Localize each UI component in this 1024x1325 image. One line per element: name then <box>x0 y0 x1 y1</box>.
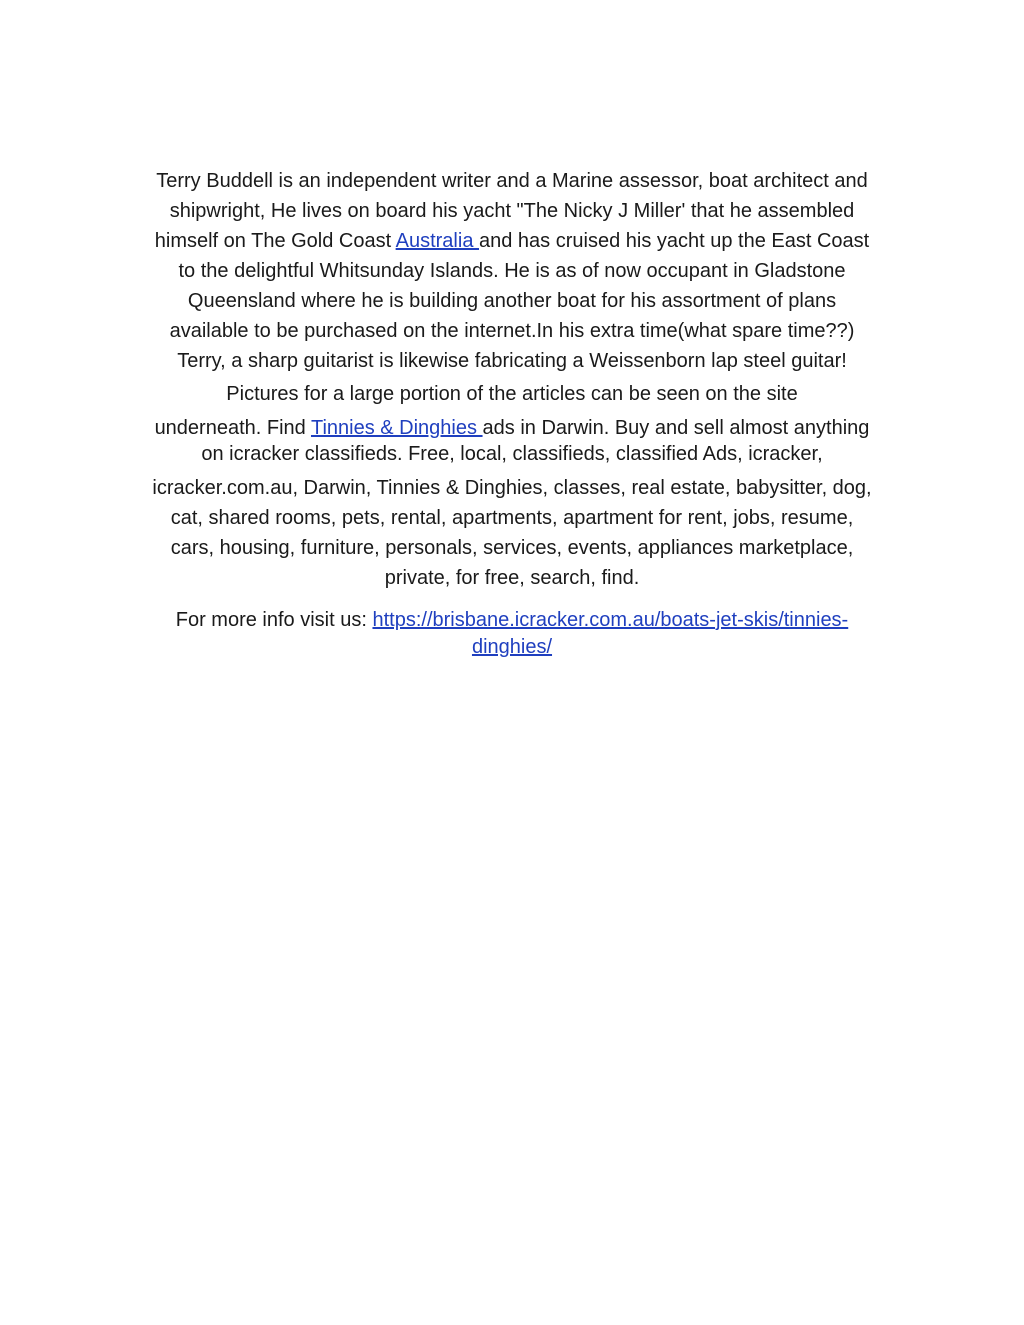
text-line-14: private, for free, search, find. <box>384 567 640 589</box>
text-line-9-start: underneath. Find <box>154 417 311 439</box>
footer-line-1 <box>128 607 896 634</box>
text-line-3-start: himself on The Gold Coast <box>154 230 396 252</box>
more-info-link-continued[interactable]: dinghies/ <box>471 636 553 658</box>
text-line-10: on icracker classifieds. Free, local, classifieds, classified Ads, icracker, <box>201 443 823 465</box>
text-line-9-end: ads in Darwin. Buy and sell almost anything <box>482 417 870 439</box>
text-line-4: to the delightful Whitsunday Islands. He is as of now occupant in Gladstone <box>178 260 846 282</box>
tinnies-dinghies-link[interactable]: Tinnies & Dinghies <box>310 417 483 439</box>
text-line-9 <box>128 415 896 441</box>
footer-line-2 <box>128 634 896 661</box>
text-line-2: shipwright, He lives on board his yacht "The Nicky J Miller' that he assembled <box>169 200 855 222</box>
text-line-13: cars, housing, furniture, personals, services, events, appliances marketplace, <box>170 537 854 559</box>
text-line-11: icracker.com.au, Darwin, Tinnies & Dinghies, classes, real estate, babysitter, dog, <box>152 477 872 499</box>
footer-info <box>128 607 896 661</box>
text-line-1: Terry Buddell is an independent writer and a Marine assessor, boat architect and <box>156 170 868 192</box>
text-line-5: Queensland where he is building another boat for his assortment of plans <box>187 290 837 312</box>
footer-label: For more info visit us: <box>175 609 373 631</box>
australia-link[interactable]: Australia <box>395 230 479 252</box>
document-body <box>128 166 896 661</box>
text-line-8: Pictures for a large portion of the articles can be seen on the site <box>226 383 798 405</box>
more-info-link[interactable]: https://brisbane.icracker.com.au/boats-jet-skis/tinnies- <box>372 609 849 631</box>
text-line-3-end: and has cruised his yacht up the East Coast <box>479 230 870 252</box>
text-line-7: Terry, a sharp guitarist is likewise fabricating a Weissenborn lap steel guitar! <box>177 350 847 372</box>
text-line-3 <box>128 226 896 256</box>
text-line-6: available to be purchased on the internet.In his extra time(what spare time??) <box>169 320 855 342</box>
text-line-12: cat, shared rooms, pets, rental, apartments, apartment for rent, jobs, resume, <box>170 507 854 529</box>
